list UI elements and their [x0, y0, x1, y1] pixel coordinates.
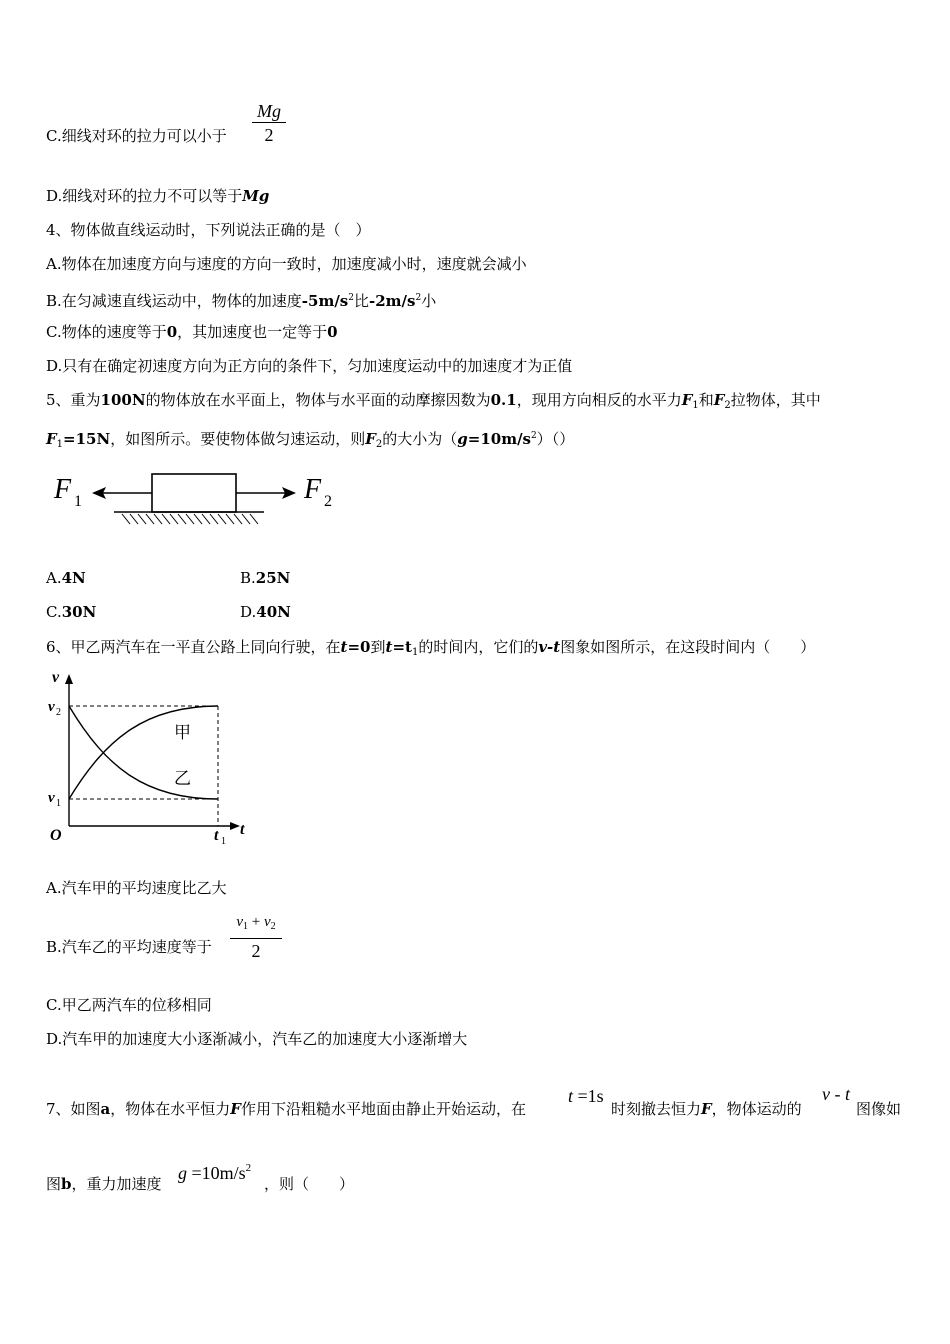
q6-option-c-text: C.甲乙两汽车的位移相同	[46, 996, 212, 1014]
q4-option-b-exp2: 2	[415, 293, 422, 303]
q5-l1-a: 5、重为	[46, 391, 101, 409]
origin-label: O	[50, 827, 62, 844]
q3-option-d	[46, 186, 269, 206]
v2-label-sub: 2	[56, 707, 61, 718]
q6-stem-c: 图象如图所示，在这段时间内（ ）	[560, 638, 816, 656]
q7-stem-line1-c	[856, 1099, 901, 1119]
curve-jia	[69, 706, 218, 799]
q4-option-a-text: A.物体在加速度方向与速度的方向一致时，加速度减小时，速度就会减小	[46, 255, 527, 273]
q6-option-b	[46, 937, 212, 957]
q7-g-value	[178, 1162, 251, 1184]
q6-b-num-plus: +	[248, 914, 264, 930]
q6-t: t	[340, 638, 348, 656]
q7-t: t	[568, 1086, 574, 1106]
q5-stem-line1	[46, 390, 821, 416]
q6-b-frac-numerator	[230, 911, 282, 939]
f1-label: F	[54, 474, 72, 505]
q5-option-d	[240, 602, 291, 622]
q7-l2-b: ，重力加速度	[71, 1175, 162, 1193]
t1-label: t	[214, 827, 219, 844]
q5-l1-d: 拉物体，其中	[730, 391, 821, 409]
t-axis-arrowhead	[230, 822, 240, 830]
q5-option-b	[240, 568, 290, 588]
q7-t-value: =1s	[573, 1086, 604, 1106]
q4-option-b	[46, 288, 436, 311]
q6-vt: v-t	[538, 638, 561, 656]
q5-l1-F1: F	[681, 391, 693, 409]
q6-to: 到	[370, 638, 386, 656]
q3-option-c-text: C.细线对环的拉力可以小于	[46, 127, 227, 145]
q4-option-a	[46, 254, 527, 274]
q3-option-c	[46, 126, 227, 146]
yi-label: 乙	[174, 769, 191, 789]
jia-label: 甲	[174, 723, 191, 743]
q6-b-num-v1: v	[236, 914, 244, 930]
q4-option-b-pre: B.在匀减速直线运动中，物体的加速度	[46, 292, 302, 310]
q4-option-d	[46, 356, 572, 376]
q6-eq0: =0	[347, 638, 371, 656]
q3-c-frac-denominator: 2	[264, 125, 274, 145]
q7-l1-F: F	[230, 1100, 241, 1118]
q7-l1-F2: F	[701, 1100, 712, 1118]
q4-stem	[46, 220, 371, 240]
q5-l2-F2-sub: 2	[375, 439, 383, 450]
q7-l1-e: ，物体运动的	[711, 1100, 802, 1118]
q5-option-a-value: 4N	[61, 569, 86, 587]
q4-option-b-value2: -2m/s	[369, 292, 416, 310]
q5-option-b-value: 25N	[255, 569, 291, 587]
q5-l1-F1-sub: 1	[692, 400, 699, 411]
q5-l1-b: 的物体放在水平面上，物体与水平面的动摩擦因数为	[145, 391, 491, 409]
q6-b-num-v2: v	[263, 914, 271, 930]
q4-option-b-post: 小	[421, 292, 437, 310]
q5-option-c	[46, 602, 96, 622]
q5-option-b-label: B.	[240, 569, 256, 587]
q5-weight: 100N	[100, 391, 146, 409]
q5-l1-F2: F	[713, 391, 725, 409]
q7-vt-label	[822, 1084, 850, 1105]
q7-g-eq: =10m/s	[187, 1163, 246, 1183]
q7-vt: v - t	[822, 1084, 850, 1104]
q7-l2-fig-b: b	[61, 1175, 72, 1193]
q7-l2-c: ，则（ ）	[264, 1175, 355, 1193]
q6-option-a	[46, 878, 227, 898]
f2-label-sub: 2	[324, 493, 332, 510]
q6-eqt1: =t	[392, 638, 412, 656]
f1-label-sub: 1	[74, 493, 82, 510]
q5-option-d-value: 40N	[256, 603, 291, 621]
v2-label: v	[48, 699, 55, 715]
q6-b-num-sub1: 1	[243, 921, 249, 932]
q4-option-d-text: D.只有在确定初速度方向为正方向的条件下，匀加速度运动中的加速度才为正值	[46, 357, 573, 375]
q5-l2-F1-sub: 1	[56, 439, 64, 450]
q6-t1-sub: 1	[411, 647, 419, 658]
q6-stem-b: 的时间内，它们的	[418, 638, 539, 656]
v-axis-arrowhead	[65, 674, 73, 684]
q5-l1-and: 和	[698, 391, 714, 409]
q7-l1-b: ，物体在水平恒力	[110, 1100, 231, 1118]
q5-l1-c: ，现用方向相反的水平力	[516, 391, 682, 409]
q5-option-c-value: 30N	[61, 603, 97, 621]
q5-mu: 0.1	[490, 391, 517, 409]
q3-c-frac-numerator: Mg	[252, 100, 286, 123]
q3-option-d-mg: Mg	[242, 187, 270, 205]
q5-option-d-label: D.	[240, 603, 257, 621]
q4-option-c-pre: C.物体的速度等于	[46, 323, 167, 341]
q6-b-num-sub2: 2	[270, 921, 276, 932]
q7-l1-a: 7、如图	[46, 1100, 101, 1118]
q4-stem-text: 4、物体做直线运动时，下列说法正确的是（ ）	[46, 221, 371, 239]
q4-option-c-zero2: 0	[327, 323, 338, 341]
block	[152, 474, 236, 512]
q5-l2-g: g	[457, 430, 468, 448]
q4-option-c-mid: ，其加速度也一定等于	[177, 323, 328, 341]
q6-option-d	[46, 1029, 467, 1049]
t1-label-sub: 1	[221, 836, 226, 847]
q5-l2-a: ，如图所示。要使物体做匀速运动，则	[110, 430, 366, 448]
q6-option-d-text: D.汽车甲的加速度大小逐渐减小，汽车乙的加速度大小逐渐增大	[46, 1030, 468, 1048]
q6-option-b-text: B.汽车乙的平均速度等于	[46, 938, 212, 956]
q6-option-a-text: A.汽车甲的平均速度比乙大	[46, 879, 227, 897]
q5-l2-F1-value: =15N	[63, 430, 111, 448]
q5-l2-F2: F	[365, 430, 376, 448]
q6-vt-graph	[46, 668, 256, 848]
q5-l1-F2-sub: 2	[724, 400, 731, 411]
q5-option-c-label: C.	[46, 603, 62, 621]
q7-l1-d: 时刻撤去恒力	[611, 1100, 702, 1118]
q6-stem	[46, 637, 815, 663]
q6-b-frac-denominator: 2	[251, 941, 261, 961]
f2-label: F	[304, 474, 322, 505]
v1-label: v	[48, 790, 55, 806]
q7-g: g	[178, 1163, 187, 1183]
q6-option-c	[46, 995, 212, 1015]
q5-l2-b: 的大小为（	[382, 430, 458, 448]
q4-option-b-mid: 比	[354, 292, 370, 310]
q7-l2-a: 图	[46, 1175, 62, 1193]
q5-l2-g-value: =10m/s	[467, 430, 531, 448]
q7-stem-line2	[46, 1174, 162, 1194]
q7-stem-line2-b	[264, 1174, 354, 1194]
q7-l1-c: 作用下沿粗糙水平地面由静止开始运动，在	[240, 1100, 526, 1118]
ground-hatching	[122, 514, 258, 524]
q7-stem-line1-b	[611, 1099, 802, 1119]
q5-force-diagram	[46, 462, 346, 532]
q4-option-b-exp1: 2	[348, 293, 354, 303]
q5-option-a	[46, 568, 86, 588]
q3-option-d-text: D.细线对环的拉力不可以等于	[46, 187, 243, 205]
v-axis-label: v	[52, 669, 60, 686]
q5-stem-line2	[46, 426, 574, 455]
q6-stem-a: 6、甲乙两汽车在一平直公路上同向行驶，在	[46, 638, 341, 656]
q4-option-b-value1: -5m/s	[301, 292, 349, 310]
q6-option-b-fraction	[230, 911, 282, 963]
q5-l2-exp: 2	[531, 431, 537, 441]
q3-option-c-fraction	[252, 100, 286, 147]
q7-stem-line1	[46, 1099, 526, 1119]
q4-option-c-zero1: 0	[166, 323, 178, 341]
t-axis-label: t	[240, 821, 245, 838]
v1-label-sub: 1	[56, 798, 61, 809]
q4-option-c	[46, 322, 338, 342]
q7-l1-fig-a: a	[100, 1100, 111, 1118]
q7-l1-f: 图像如	[856, 1100, 902, 1118]
q5-l2-c: ）（）	[536, 430, 575, 448]
q6-t-second: t	[385, 638, 393, 656]
q7-t-equals-1s	[568, 1086, 604, 1107]
q5-option-a-label: A.	[46, 569, 62, 587]
q7-g-exp: 2	[245, 1162, 252, 1174]
curve-yi	[69, 706, 218, 799]
q5-l2-F1: F	[46, 430, 57, 448]
